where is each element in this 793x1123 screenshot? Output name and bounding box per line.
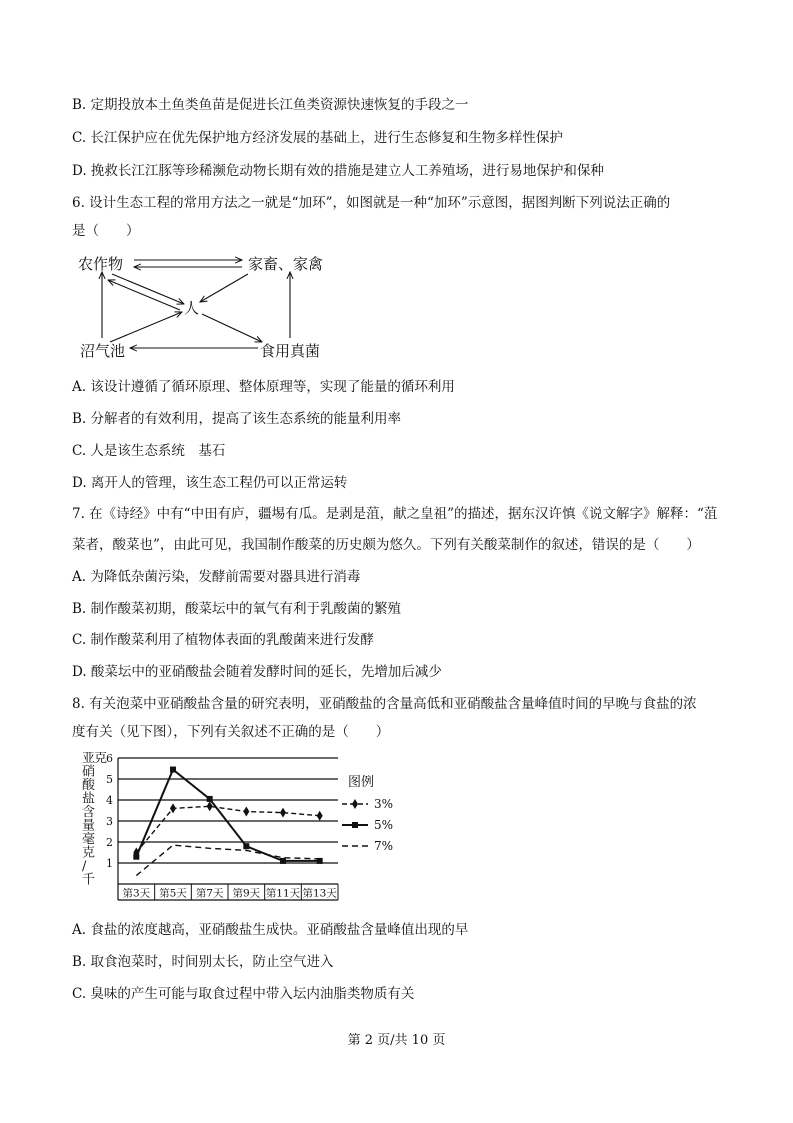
- chart-point-3pct: [243, 807, 249, 817]
- chart-x-tick-label: 第9天: [232, 887, 261, 900]
- chart-y-tick-label: 2: [106, 836, 113, 849]
- q6-option-d: D. 离开人的管理，该生态工程仍可以正常运转: [72, 475, 348, 491]
- chart-point-3pct: [317, 811, 323, 821]
- arrow-human-to-mushroom: [202, 314, 262, 342]
- chart-legend-label: 7%: [374, 839, 394, 853]
- arrow-biogas-to-human: [110, 312, 182, 342]
- chart-point-5pct: [133, 854, 139, 860]
- chart-point-5pct: [280, 858, 286, 864]
- page-footer: 第 2 页/共 10 页: [347, 1033, 446, 1048]
- chart-y-tick-label: 6: [106, 752, 113, 765]
- chart-y-tick-label: 5: [106, 773, 113, 786]
- q8-option-c: C. 臭味的产生可能与取食过程中带入坛内油脂类物质有关: [72, 986, 415, 1002]
- chart-legend-marker: [352, 799, 358, 809]
- q6-stem-line1: 6. 设计生态工程的常用方法之一就是“加环”，如图就是一种“加环”示意图，据图判断下列说法正确的: [72, 195, 671, 211]
- arrow-crops-to-human: [112, 274, 184, 304]
- chart-x-tick-label: 第13天: [302, 887, 337, 900]
- diagram-node-human: 人: [184, 299, 200, 317]
- q7-stem-line1: 7. 在《诗经》中有“中田有庐，疆埸有瓜。是剥是菹，献之皇祖”的描述，据东汉许慎《说文解字》解释：“菹: [72, 506, 718, 522]
- chart-point-5pct: [207, 796, 213, 802]
- chart-x-tick-label: 第7天: [195, 887, 224, 900]
- chart-point-5pct: [243, 843, 249, 849]
- q7-option-b: B. 制作酸菜初期，酸菜坛中的氧气有利于乳酸菌的繁殖: [72, 601, 402, 617]
- q8-stem-line1: 8. 有关泡菜中亚硝酸盐含量的研究表明，亚硝酸盐的含量高低和亚硝酸盐含量峰值时间的早晚与食盐的浓: [72, 696, 697, 712]
- chart-legend-label: 3%: [374, 797, 394, 811]
- chart-x-tick-label: 第3天: [122, 887, 151, 900]
- q6-diagram: [72, 252, 342, 362]
- chart-legend-marker: [352, 822, 358, 828]
- diagram-node-mushroom: 食用真菌: [260, 342, 321, 360]
- q6-option-b: B. 分解者的有效利用，提高了该生态系统的能量利用率: [72, 411, 402, 427]
- chart-y-tick-label: 1: [106, 857, 113, 870]
- chart-point-3pct: [170, 803, 176, 813]
- q8-option-b: B. 取食泡菜时，时间别太长，防止空气进入: [72, 954, 334, 970]
- nitrite-chart-svg: [72, 752, 412, 902]
- arrow-livestock-to-human: [200, 274, 248, 302]
- diagram-node-biogas: 沼气池: [80, 342, 126, 360]
- chart-y-tick-label: 4: [106, 794, 113, 807]
- q7-option-a: A. 为降低杂菌污染，发酵前需要对器具进行消毒: [72, 569, 361, 585]
- chart-point-5pct: [170, 767, 176, 773]
- diagram-node-livestock: 家畜、家禽: [248, 255, 324, 273]
- nitrite-chart: [72, 752, 412, 902]
- q6-stem-line2: 是（ ）: [72, 223, 140, 239]
- q5-option-d: D. 挽救长江江豚等珍稀濒危动物长期有效的措施是建立人工养殖场，进行易地保护和保种: [72, 163, 604, 179]
- chart-series-line-5pct: [136, 770, 319, 861]
- q6-option-a: A. 该设计遵循了循环原理、整体原理等，实现了能量的循环利用: [72, 379, 455, 395]
- chart-legend-label: 5%: [374, 818, 394, 832]
- chart-x-tick-label: 第5天: [159, 887, 187, 900]
- chart-y-tick-label: 3: [106, 815, 113, 828]
- q7-option-c: C. 制作酸菜利用了植物体表面的乳酸菌来进行发酵: [72, 632, 374, 648]
- q7-option-d: D. 酸菜坛中的亚硝酸盐会随着发酵时间的延长，先增加后减少: [72, 664, 442, 680]
- q8-option-a: A. 食盐的浓度越高，亚硝酸盐生成快。亚硝酸盐含量峰值出现的早: [72, 922, 469, 938]
- arrow-human-to-crops: [108, 280, 180, 310]
- q5-option-b: B. 定期投放本土鱼类鱼苗是促进长江鱼类资源快速恢复的手段之一: [72, 97, 469, 113]
- q8-stem-line2: 度有关（见下图），下列有关叙述不正确的是（ ）: [72, 724, 390, 740]
- chart-series-line-3pct: [136, 806, 319, 852]
- diagram-node-crops: 农作物: [78, 255, 124, 273]
- chart-point-3pct: [280, 808, 286, 818]
- q7-stem-line2: 菜者，酸菜也”，由此可见，我国制作酸菜的历史颇为悠久。下列有关酸菜制作的叙述，错误的是（ ）: [72, 537, 700, 553]
- chart-legend-title: 图例: [348, 775, 375, 790]
- chart-x-tick-label: 第11天: [265, 887, 301, 900]
- q6-option-c: C. 人是该生态系统 基石: [72, 443, 226, 459]
- chart-y-axis-label: 亚硝酸盐含量毫克/千克: [82, 752, 108, 888]
- q5-option-c: C. 长江保护应在优先保护地方经济发展的基础上，进行生态修复和生物多样性保护: [72, 130, 563, 146]
